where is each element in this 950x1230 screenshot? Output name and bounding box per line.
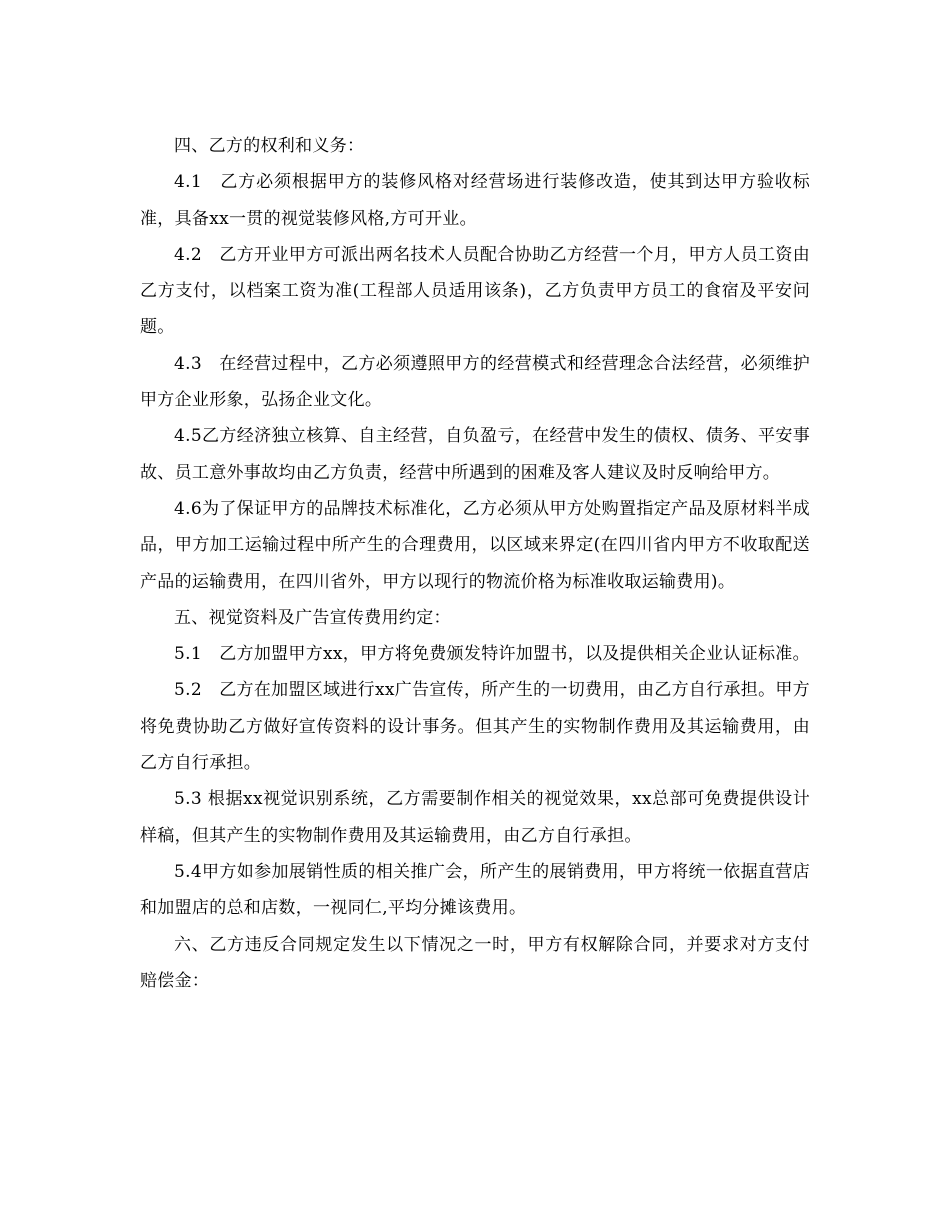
clause-5-1: 5.1 乙方加盟甲方xx，甲方将免费颁发特许加盟书，以及提供相关企业认证标准。 — [174, 644, 810, 665]
section-heading-breach-termination: 六、乙方违反合同规定发生以下情况之一时，甲方有权解除合同，并要求对方支付赔偿金： — [140, 934, 810, 991]
clause-4-1: 4.1 乙方必须根据甲方的装修风格对经营场进行装修改造，使其到达甲方验收标准，具备xx一贯的视觉装修风格,方可开业。 — [140, 172, 810, 229]
clause-5-3: 5.3 根据xx视觉识别系统，乙方需要制作相关的视觉效果，xx总部可免费提供设计样稿，但其产生的实物制作费用及其运输费用，由乙方自行承担。 — [140, 789, 810, 846]
clause-4-5: 4.5乙方经济独立核算、自主经营，自负盈亏，在经营中发生的债权、债务、平安事故、员工意外事故均由乙方负责，经营中所遇到的困难及客人建议及时反响给甲方。 — [140, 426, 810, 483]
clause-5-4: 5.4甲方如参加展销性质的相关推广会，所产生的展销费用，甲方将统一依据直营店和加盟店的总和店数，一视同仁,平均分摊该费用。 — [140, 861, 810, 919]
clause-4-6: 4.6为了保证甲方的品牌技术标准化，乙方必须从甲方处购置指定产品及原材料半成品，甲方加工运输过程中所产生的合理费用，以区域来界定(在四川省内甲方不收取配送产品的运输费用，在四川省外，甲方以现行的物流价格为标准收取运输费用)。 — [140, 498, 810, 592]
clause-5-2: 5.2 乙方在加盟区域进行xx广告宣传，所产生的一切费用，由乙方自行承担。甲方将免费协助乙方做好宣传资料的设计事务。但其产生的实物制作费用及其运输费用，由乙方自行承担。 — [140, 680, 810, 774]
clause-4-2: 4.2 乙方开业甲方可派出两名技术人员配合协助乙方经营一个月，甲方人员工资由乙方支付，以档案工资为准(工程部人员适用该条)，乙方负责甲方员工的食宿及平安问题。 — [140, 244, 810, 338]
section-heading-visual-advertising: 五、视觉资料及广告宣传费用约定： — [174, 607, 451, 628]
clause-4-3: 4.3 在经营过程中，乙方必须遵照甲方的经营模式和经营理念合法经营，必须维护甲方企业形象，弘扬企业文化。 — [140, 353, 810, 411]
section-heading-rights-obligations: 四、乙方的权利和义务： — [174, 136, 365, 156]
